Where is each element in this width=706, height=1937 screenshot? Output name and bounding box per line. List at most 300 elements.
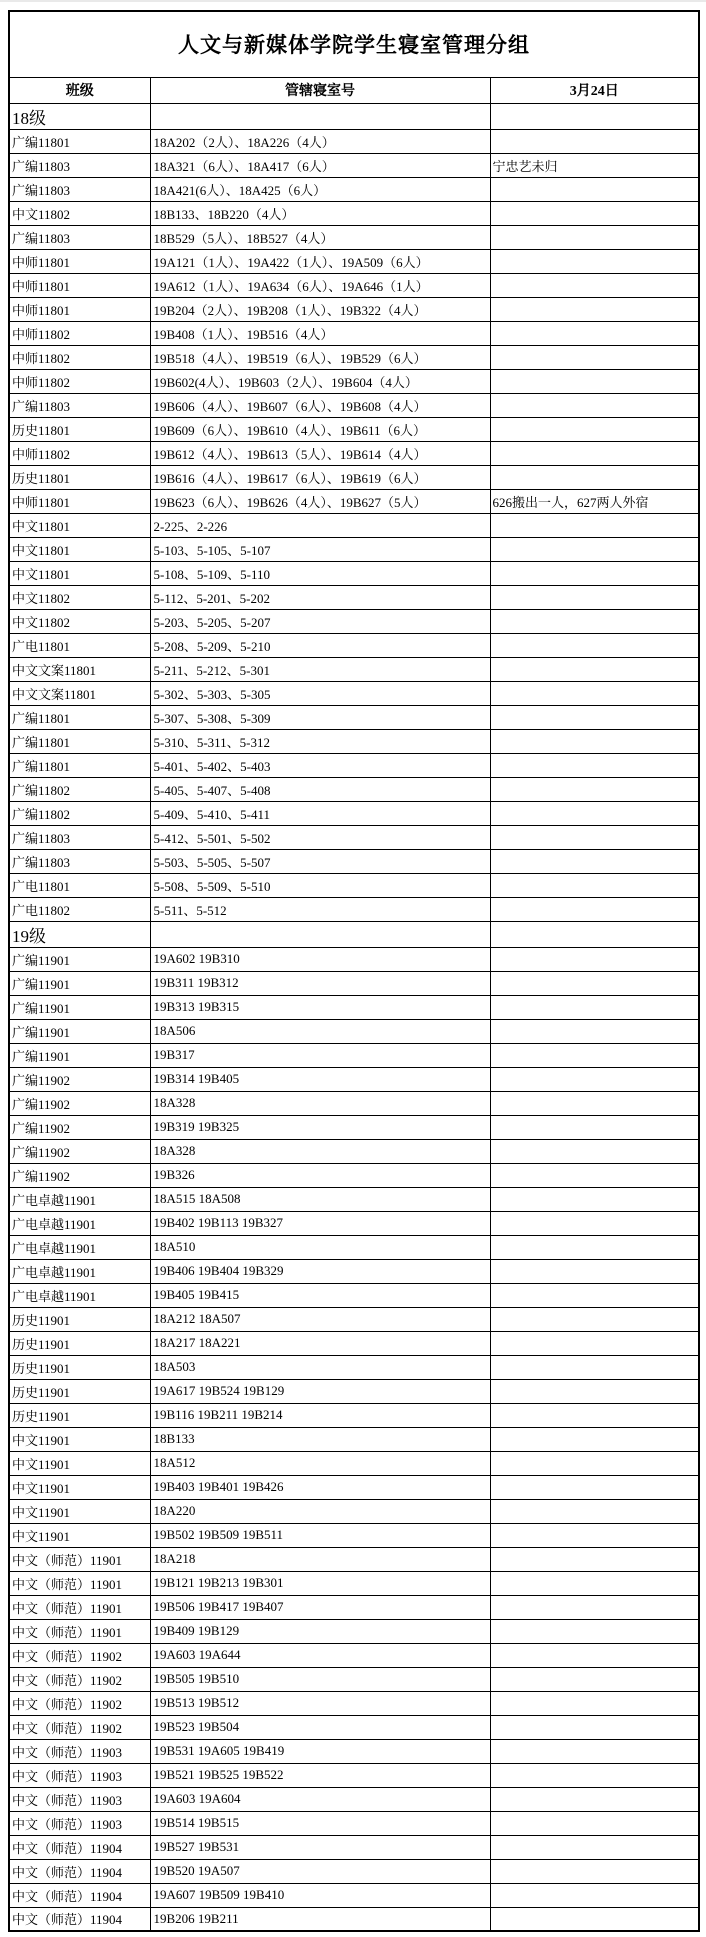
class-cell: 中文文案11801 — [9, 681, 150, 705]
table-row — [9, 1523, 699, 1547]
class-cell: 广编11803 — [9, 225, 150, 249]
table-row — [9, 1715, 699, 1739]
rooms-cell: 19B609（6人）、19B610（4人）、19B611（6人） — [150, 417, 490, 441]
rooms-cell: 19B405 19B415 — [150, 1283, 490, 1307]
class-cell: 中师11801 — [9, 489, 150, 513]
class-cell: 广编11901 — [9, 1019, 150, 1043]
class-cell: 广电卓越11901 — [9, 1259, 150, 1283]
class-cell: 广电11802 — [9, 897, 150, 921]
table-row — [9, 537, 699, 561]
note-cell — [490, 201, 699, 225]
table-row — [9, 1115, 699, 1139]
class-cell: 中文11901 — [9, 1475, 150, 1499]
rooms-cell: 5-211、5-212、5-301 — [150, 657, 490, 681]
note-cell — [490, 1043, 699, 1067]
class-cell: 中文（师范）11901 — [9, 1547, 150, 1571]
rooms-cell: 19B606（4人）、19B607（6人）、19B608（4人） — [150, 393, 490, 417]
rooms-cell: 19B520 19A507 — [150, 1859, 490, 1883]
class-cell: 广编11801 — [9, 753, 150, 777]
table-row — [9, 1307, 699, 1331]
note-cell — [490, 249, 699, 273]
note-cell — [490, 873, 699, 897]
column-header-rooms: 管辖寝室号 — [150, 77, 490, 103]
rooms-cell: 5-112、5-201、5-202 — [150, 585, 490, 609]
class-cell: 广编11902 — [9, 1115, 150, 1139]
rooms-cell: 5-310、5-311、5-312 — [150, 729, 490, 753]
table-row — [9, 465, 699, 489]
table-row — [9, 585, 699, 609]
rooms-cell: 19B319 19B325 — [150, 1115, 490, 1139]
rooms-cell: 19B406 19B404 19B329 — [150, 1259, 490, 1283]
rooms-cell: 5-508、5-509、5-510 — [150, 873, 490, 897]
table-row — [9, 249, 699, 273]
class-cell: 中文（师范）11902 — [9, 1667, 150, 1691]
rooms-cell: 19B311 19B312 — [150, 971, 490, 995]
note-cell — [490, 129, 699, 153]
class-cell: 中文11901 — [9, 1499, 150, 1523]
class-cell: 中师11801 — [9, 249, 150, 273]
note-cell — [490, 441, 699, 465]
note-cell — [490, 225, 699, 249]
note-cell — [490, 1619, 699, 1643]
rooms-cell: 5-103、5-105、5-107 — [150, 537, 490, 561]
note-cell — [490, 465, 699, 489]
note-cell — [490, 1499, 699, 1523]
note-cell — [490, 369, 699, 393]
table-row — [9, 633, 699, 657]
note-cell — [490, 1523, 699, 1547]
rooms-cell: 18A321（6人）、18A417（6人） — [150, 153, 490, 177]
rooms-cell: 19B121 19B213 19B301 — [150, 1571, 490, 1595]
note-cell — [490, 1235, 699, 1259]
table-row — [9, 1739, 699, 1763]
note-cell — [490, 1451, 699, 1475]
note-cell — [490, 1307, 699, 1331]
table-row — [9, 849, 699, 873]
class-cell: 中文（师范）11903 — [9, 1763, 150, 1787]
note-cell — [490, 1355, 699, 1379]
class-cell: 中文（师范）11901 — [9, 1619, 150, 1643]
table-row — [9, 1211, 699, 1235]
note-cell — [490, 513, 699, 537]
table-row — [9, 897, 699, 921]
table-row — [9, 705, 699, 729]
rooms-cell: 19B612（4人）、19B613（5人）、19B614（4人） — [150, 441, 490, 465]
note-cell — [490, 1331, 699, 1355]
section-label: 18级 — [9, 103, 150, 129]
table-row — [9, 393, 699, 417]
rooms-cell: 19B313 19B315 — [150, 995, 490, 1019]
rooms-cell: 18B133 — [150, 1427, 490, 1451]
table-row — [9, 1451, 699, 1475]
class-cell: 广编11902 — [9, 1067, 150, 1091]
note-cell — [490, 345, 699, 369]
note-cell — [490, 1187, 699, 1211]
rooms-cell: 19B523 19B504 — [150, 1715, 490, 1739]
table-row — [9, 1883, 699, 1907]
rooms-cell: 19B408（1人）、19B516（4人） — [150, 321, 490, 345]
class-cell: 广电卓越11901 — [9, 1187, 150, 1211]
note-cell — [490, 1787, 699, 1811]
table-row — [9, 489, 699, 513]
class-cell: 广编11803 — [9, 825, 150, 849]
class-cell: 广编11901 — [9, 995, 150, 1019]
class-cell: 广电11801 — [9, 633, 150, 657]
note-cell — [490, 417, 699, 441]
rooms-cell: 2-225、2-226 — [150, 513, 490, 537]
page-title: 人文与新媒体学院学生寝室管理分组 — [9, 11, 699, 77]
rooms-cell: 19B623（6人）、19B626（4人）、19B627（5人） — [150, 489, 490, 513]
rooms-cell: 18A512 — [150, 1451, 490, 1475]
table-row — [9, 657, 699, 681]
column-header-date: 3月24日 — [490, 77, 699, 103]
table-row — [9, 947, 699, 971]
rooms-cell: 5-108、5-109、5-110 — [150, 561, 490, 585]
note-cell — [490, 897, 699, 921]
rooms-cell: 5-503、5-505、5-507 — [150, 849, 490, 873]
rooms-cell: 19A617 19B524 19B129 — [150, 1379, 490, 1403]
rooms-cell: 19B204（2人）、19B208（1人）、19B322（4人） — [150, 297, 490, 321]
table-row — [9, 561, 699, 585]
rooms-cell: 18B133、18B220（4人） — [150, 201, 490, 225]
table-row — [9, 345, 699, 369]
class-cell: 中文11901 — [9, 1427, 150, 1451]
rooms-cell: 19B506 19B417 19B407 — [150, 1595, 490, 1619]
note-cell — [490, 297, 699, 321]
table-row — [9, 1235, 699, 1259]
class-cell: 中文11801 — [9, 513, 150, 537]
table-row — [9, 971, 699, 995]
rooms-cell: 5-203、5-205、5-207 — [150, 609, 490, 633]
class-cell: 中文（师范）11904 — [9, 1859, 150, 1883]
table-row — [9, 1091, 699, 1115]
table-row — [9, 1571, 699, 1595]
table-row — [9, 1667, 699, 1691]
note-cell — [490, 1163, 699, 1187]
note-cell — [490, 1907, 699, 1931]
rooms-cell: 19B314 19B405 — [150, 1067, 490, 1091]
rooms-cell: 19B505 19B510 — [150, 1667, 490, 1691]
table-row — [9, 1619, 699, 1643]
note-cell — [490, 1715, 699, 1739]
class-cell: 历史11901 — [9, 1307, 150, 1331]
rooms-cell: 18A515 18A508 — [150, 1187, 490, 1211]
rooms-cell: 18A220 — [150, 1499, 490, 1523]
table-row — [9, 873, 699, 897]
note-cell — [490, 921, 699, 947]
rooms-cell: 19B116 19B211 19B214 — [150, 1403, 490, 1427]
note-cell — [490, 1379, 699, 1403]
dorm-management-table — [8, 10, 700, 1932]
note-cell — [490, 537, 699, 561]
note-cell — [490, 1667, 699, 1691]
rooms-cell: 5-412、5-501、5-502 — [150, 825, 490, 849]
class-cell: 历史11901 — [9, 1355, 150, 1379]
class-cell: 中师11801 — [9, 297, 150, 321]
section-header-row — [9, 103, 699, 129]
rooms-cell: 19B531 19A605 19B419 — [150, 1739, 490, 1763]
rooms-cell: 18A421(6人）、18A425（6人） — [150, 177, 490, 201]
class-cell: 广编11803 — [9, 177, 150, 201]
table-row — [9, 1787, 699, 1811]
note-cell — [490, 585, 699, 609]
rooms-cell: 18A328 — [150, 1091, 490, 1115]
table-row — [9, 201, 699, 225]
table-row — [9, 1331, 699, 1355]
table-row — [9, 1259, 699, 1283]
note-cell — [490, 705, 699, 729]
rooms-cell: 18A202（2人）、18A226（4人） — [150, 129, 490, 153]
note-cell — [490, 971, 699, 995]
table-row — [9, 777, 699, 801]
table-row — [9, 1547, 699, 1571]
note-cell — [490, 825, 699, 849]
rooms-cell: 19A607 19B509 19B410 — [150, 1883, 490, 1907]
class-cell: 中文11802 — [9, 609, 150, 633]
table-row — [9, 729, 699, 753]
table-row — [9, 1163, 699, 1187]
table-row — [9, 1067, 699, 1091]
rooms-cell — [150, 921, 490, 947]
class-cell: 广编11802 — [9, 777, 150, 801]
note-cell — [490, 1139, 699, 1163]
table-row — [9, 801, 699, 825]
class-cell: 中文（师范）11901 — [9, 1571, 150, 1595]
rooms-cell: 5-409、5-410、5-411 — [150, 801, 490, 825]
rooms-cell: 19A612（1人）、19A634（6人）、19A646（1人） — [150, 273, 490, 297]
class-cell: 广编11803 — [9, 849, 150, 873]
rooms-cell: 19B518（4人）、19B519（6人）、19B529（6人） — [150, 345, 490, 369]
rooms-cell: 19A603 19A604 — [150, 1787, 490, 1811]
note-cell — [490, 1571, 699, 1595]
note-cell — [490, 1115, 699, 1139]
rooms-cell: 18A212 18A507 — [150, 1307, 490, 1331]
table-row — [9, 1499, 699, 1523]
section-label: 19级 — [9, 921, 150, 947]
table-row — [9, 1835, 699, 1859]
class-cell: 中文（师范）11904 — [9, 1907, 150, 1931]
column-header-class: 班级 — [9, 77, 150, 103]
table-row — [9, 753, 699, 777]
class-cell: 广编11801 — [9, 129, 150, 153]
rooms-cell: 19B206 19B211 — [150, 1907, 490, 1931]
note-cell — [490, 1859, 699, 1883]
note-cell — [490, 1691, 699, 1715]
class-cell: 中文11801 — [9, 537, 150, 561]
note-cell — [490, 393, 699, 417]
table-row — [9, 1859, 699, 1883]
note-cell — [490, 1427, 699, 1451]
rooms-cell: 18A503 — [150, 1355, 490, 1379]
table-row — [9, 417, 699, 441]
section-header-row — [9, 921, 699, 947]
class-cell: 中文11802 — [9, 201, 150, 225]
class-cell: 广编11803 — [9, 153, 150, 177]
table-row — [9, 441, 699, 465]
note-cell — [490, 1211, 699, 1235]
note-cell — [490, 1883, 699, 1907]
rooms-cell: 19B317 — [150, 1043, 490, 1067]
class-cell: 广编11801 — [9, 705, 150, 729]
note-cell — [490, 321, 699, 345]
table-row — [9, 1283, 699, 1307]
note-cell — [490, 995, 699, 1019]
table-row — [9, 297, 699, 321]
class-cell: 中文（师范）11903 — [9, 1787, 150, 1811]
note-cell — [490, 273, 699, 297]
table-row — [9, 995, 699, 1019]
class-cell: 中师11802 — [9, 345, 150, 369]
rooms-cell: 19B602(4人）、19B603（2人）、19B604（4人） — [150, 369, 490, 393]
class-cell: 广电卓越11901 — [9, 1235, 150, 1259]
rooms-cell: 18A217 18A221 — [150, 1331, 490, 1355]
note-cell — [490, 1019, 699, 1043]
class-cell: 中文11901 — [9, 1451, 150, 1475]
rooms-cell: 5-302、5-303、5-305 — [150, 681, 490, 705]
table-row — [9, 225, 699, 249]
rooms-cell: 19B326 — [150, 1163, 490, 1187]
rooms-cell: 19A602 19B310 — [150, 947, 490, 971]
rooms-cell: 19B521 19B525 19B522 — [150, 1763, 490, 1787]
rooms-cell: 19B527 19B531 — [150, 1835, 490, 1859]
rooms-cell: 5-307、5-308、5-309 — [150, 705, 490, 729]
note-cell — [490, 801, 699, 825]
rooms-cell: 18A328 — [150, 1139, 490, 1163]
note-cell — [490, 1475, 699, 1499]
table-row — [9, 681, 699, 705]
rooms-cell: 5-208、5-209、5-210 — [150, 633, 490, 657]
table-row — [9, 321, 699, 345]
class-cell: 中文（师范）11902 — [9, 1691, 150, 1715]
rooms-cell: 19B616（4人）、19B617（6人）、19B619（6人） — [150, 465, 490, 489]
table-row — [9, 177, 699, 201]
table-row — [9, 609, 699, 633]
class-cell: 历史11801 — [9, 465, 150, 489]
rooms-cell: 19B514 19B515 — [150, 1811, 490, 1835]
note-cell — [490, 1739, 699, 1763]
rooms-cell: 18B529（5人）、18B527（4人） — [150, 225, 490, 249]
rooms-cell: 19B402 19B113 19B327 — [150, 1211, 490, 1235]
table-row — [9, 1187, 699, 1211]
class-cell: 广编11802 — [9, 801, 150, 825]
class-cell: 中师11801 — [9, 273, 150, 297]
class-cell: 中师11802 — [9, 321, 150, 345]
table-row — [9, 1019, 699, 1043]
rooms-cell: 19A121（1人）、19A422（1人）、19A509（6人） — [150, 249, 490, 273]
note-cell — [490, 753, 699, 777]
table-row — [9, 129, 699, 153]
note-cell — [490, 1595, 699, 1619]
rooms-cell: 18A510 — [150, 1235, 490, 1259]
class-cell: 广编11901 — [9, 1043, 150, 1067]
class-cell: 中师11802 — [9, 369, 150, 393]
note-cell — [490, 657, 699, 681]
class-cell: 广电卓越11901 — [9, 1211, 150, 1235]
table-row — [9, 1811, 699, 1835]
class-cell: 中文（师范）11903 — [9, 1739, 150, 1763]
class-cell: 广编11803 — [9, 393, 150, 417]
rooms-cell: 19A603 19A644 — [150, 1643, 490, 1667]
class-cell: 中文文案11801 — [9, 657, 150, 681]
note-cell — [490, 609, 699, 633]
note-cell: 宁忠艺未归 — [490, 153, 699, 177]
class-cell: 中文（师范）11904 — [9, 1835, 150, 1859]
note-cell — [490, 561, 699, 585]
rooms-cell: 5-405、5-407、5-408 — [150, 777, 490, 801]
table-row — [9, 1763, 699, 1787]
table-row — [9, 1691, 699, 1715]
class-cell: 中文（师范）11902 — [9, 1643, 150, 1667]
note-cell — [490, 1547, 699, 1571]
header-row — [9, 77, 699, 103]
note-cell — [490, 1763, 699, 1787]
note-cell — [490, 777, 699, 801]
class-cell: 中文11901 — [9, 1523, 150, 1547]
table-row — [9, 1043, 699, 1067]
table-row — [9, 825, 699, 849]
table-row — [9, 1427, 699, 1451]
class-cell: 历史11901 — [9, 1331, 150, 1355]
class-cell: 广电卓越11901 — [9, 1283, 150, 1307]
table-row — [9, 369, 699, 393]
window-top-edge — [0, 0, 706, 2]
note-cell — [490, 1283, 699, 1307]
table-row — [9, 513, 699, 537]
class-cell: 广电11801 — [9, 873, 150, 897]
note-cell — [490, 729, 699, 753]
note-cell — [490, 1259, 699, 1283]
class-cell: 中文（师范）11904 — [9, 1883, 150, 1907]
note-cell — [490, 947, 699, 971]
rooms-cell — [150, 103, 490, 129]
rooms-cell: 18A506 — [150, 1019, 490, 1043]
class-cell: 广编11901 — [9, 947, 150, 971]
table-row — [9, 1139, 699, 1163]
class-cell: 中师11802 — [9, 441, 150, 465]
rooms-cell: 19B513 19B512 — [150, 1691, 490, 1715]
class-cell: 中文11801 — [9, 561, 150, 585]
note-cell: 626搬出一人，627两人外宿 — [490, 489, 699, 513]
note-cell — [490, 1811, 699, 1835]
class-cell: 广编11801 — [9, 729, 150, 753]
note-cell — [490, 1067, 699, 1091]
table-row — [9, 1379, 699, 1403]
note-cell — [490, 633, 699, 657]
note-cell — [490, 681, 699, 705]
note-cell — [490, 1643, 699, 1667]
table-row — [9, 153, 699, 177]
class-cell: 中文（师范）11901 — [9, 1595, 150, 1619]
class-cell: 中文（师范）11903 — [9, 1811, 150, 1835]
class-cell: 历史11801 — [9, 417, 150, 441]
note-cell — [490, 177, 699, 201]
class-cell: 广编11902 — [9, 1163, 150, 1187]
class-cell: 中文11802 — [9, 585, 150, 609]
table-row — [9, 1403, 699, 1427]
rooms-cell: 19B403 19B401 19B426 — [150, 1475, 490, 1499]
table-row — [9, 1355, 699, 1379]
table-row — [9, 1475, 699, 1499]
note-cell — [490, 103, 699, 129]
class-cell: 广编11901 — [9, 971, 150, 995]
note-cell — [490, 1835, 699, 1859]
class-cell: 历史11901 — [9, 1379, 150, 1403]
rooms-cell: 18A218 — [150, 1547, 490, 1571]
class-cell: 历史11901 — [9, 1403, 150, 1427]
table-row — [9, 1907, 699, 1931]
rooms-cell: 19B502 19B509 19B511 — [150, 1523, 490, 1547]
class-cell: 中文（师范）11902 — [9, 1715, 150, 1739]
